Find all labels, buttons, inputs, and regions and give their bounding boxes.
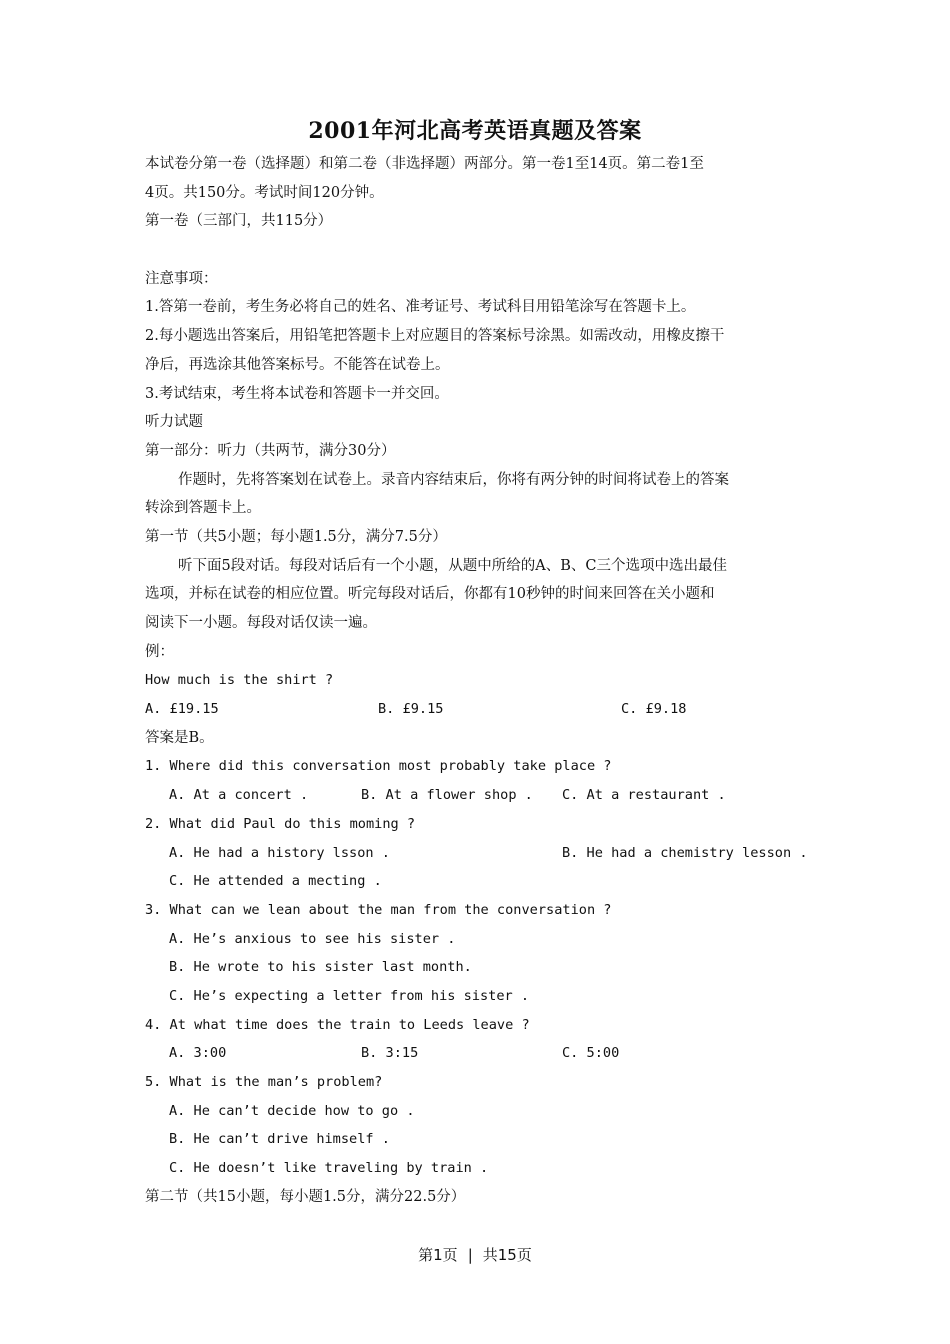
question-3-option-c: C. He’s expecting a letter from his sister . — [169, 987, 530, 1004]
notice-item: 1.答第一卷前，考生务必将自己的姓名、准考证号、考试科目用铅笔涂写在答题卡上。 — [145, 299, 696, 316]
question-4-option-c: C. 5:00 — [562, 1045, 620, 1062]
example-question: How much is the shirt ? — [145, 672, 334, 689]
example-option-b: B. £9.15 — [378, 701, 444, 718]
question-2-option-b: B. He had a chemistry lesson . — [562, 844, 808, 861]
notice-item-cont: 净后，再选涂其他答案标号。不能答在试卷上。 — [145, 356, 450, 373]
notice-item: 2.每小题选出答案后，用铅笔把答题卡上对应题目的答案标号涂黑。如需改动，用橡皮擦干 — [145, 328, 725, 345]
section-heading: 第一节（共5小题；每小题1.5分，满分7.5分） — [145, 528, 447, 545]
question-5-option-b: B. He can’t drive himself . — [169, 1131, 390, 1148]
question-4-option-a: A. 3:00 — [169, 1045, 227, 1062]
instruction-line: 听下面5段对话。每段对话后有一个小题，从题中所给的A、B、C三个选项中选出最佳 — [178, 557, 727, 574]
question-5-option-c: C. He doesn’t like traveling by train . — [169, 1160, 489, 1177]
question-2: 2. What did Paul do this moming ? — [145, 815, 416, 832]
example-label: 例： — [145, 643, 174, 660]
volume-heading: 第一卷（三部门，共115分） — [145, 213, 333, 230]
section-heading: 第二节（共15小题，每小题1.5分，满分22.5分） — [145, 1188, 466, 1205]
instruction-line: 作题时，先将答案划在试卷上。录音内容结束后，你将有两分钟的时间将试卷上的答案 — [178, 471, 729, 488]
document-body — [145, 150, 810, 1211]
notice-item: 3.考试结束，考生将本试卷和答题卡一并交回。 — [145, 385, 449, 402]
page-total: 共15页 — [482, 1246, 532, 1264]
question-1-option-b: B. At a flower shop . — [361, 787, 533, 804]
intro-line: 4页。共150分。考试时间120分钟。 — [145, 184, 384, 201]
example-options — [145, 695, 810, 724]
intro-line: 本试卷分第一卷（选择题）和第二卷（非选择题）两部分。第一卷1至14页。第二卷1至 — [145, 156, 704, 172]
page-number: 第1页 — [418, 1246, 458, 1264]
question-1-options — [145, 781, 810, 810]
question-2-options — [145, 839, 810, 868]
question-1-option-a: A. At a concert . — [169, 787, 309, 804]
question-5: 5. What is the man’s problem? — [145, 1074, 383, 1090]
notice-heading: 注意事项： — [145, 270, 218, 287]
question-2-option-a: A. He had a history lsson . — [169, 844, 390, 861]
instruction-line: 选项，并标在试卷的相应位置。听完每段对话后，你都有10秒钟的时间来回答在关小题和 — [145, 586, 715, 603]
question-2-option-c: C. He attended a mecting . — [169, 873, 382, 890]
question-3: 3. What can we lean about the man from the conversation ? — [145, 901, 612, 918]
question-4: 4. At what time does the train to Leeds leave ? — [145, 1016, 530, 1033]
footer-separator: | — [467, 1246, 473, 1264]
question-1: 1. Where did this conversation most probably take place ? — [145, 758, 612, 775]
question-4-option-b: B. 3:15 — [361, 1045, 419, 1062]
question-3-option-a: A. He’s anxious to see his sister . — [169, 930, 456, 947]
question-4-options — [145, 1039, 810, 1068]
document-title: 2001年河北高考英语真题及答案 — [308, 118, 642, 144]
blank-line — [145, 236, 810, 265]
example-answer: 答案是B。 — [145, 729, 214, 746]
question-5-option-a: A. He can’t decide how to go . — [169, 1102, 415, 1119]
question-1-option-c: C. At a restaurant . — [562, 787, 726, 804]
listening-heading: 听力试题 — [145, 414, 203, 431]
question-3-option-b: B. He wrote to his sister last month. — [169, 959, 472, 976]
instruction-line: 阅读下一小题。每段对话仅读一遍。 — [145, 615, 377, 631]
example-option-a: A. £19.15 — [145, 701, 219, 718]
part-heading: 第一部分：听力（共两节，满分30分） — [145, 442, 396, 459]
example-option-c: C. £9.18 — [621, 701, 687, 718]
instruction-line: 转涂到答题卡上。 — [145, 500, 261, 517]
page-footer — [0, 1244, 950, 1265]
